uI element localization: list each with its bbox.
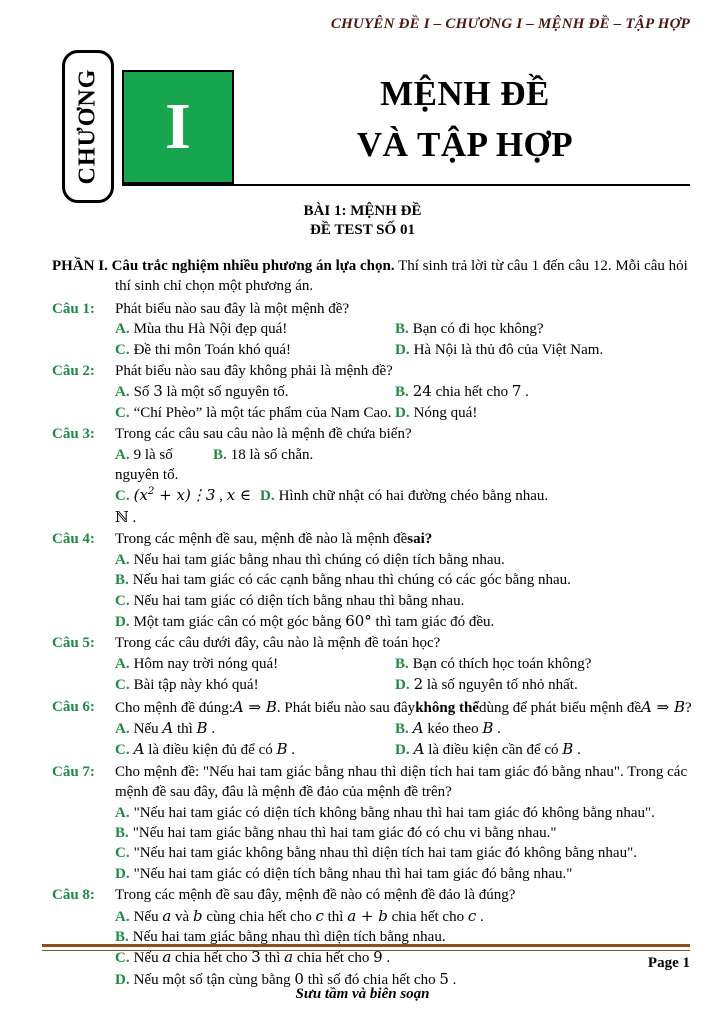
subtitle-block [0, 202, 725, 240]
question-label: Câu 3: [52, 426, 95, 443]
option-letter: C. [115, 677, 130, 694]
option-letter: A. [115, 655, 130, 672]
test-subtitle: ĐỀ TEST SỐ 01 [310, 222, 415, 238]
option-text: 18 là số chẵn. [230, 446, 314, 463]
option-letter: C. [115, 845, 130, 862]
option-text: Hình chữ nhật có hai đường chéo bằng nhau. [278, 488, 549, 505]
lesson-subtitle: BÀI 1: MỆNH ĐỀ [303, 203, 422, 219]
question-prompt: Cho mệnh đề đúng: A ⇒ B . Phát biểu nào sau đây không thể dùng để phát biểu mệnh đề A ⇒ B ? [115, 697, 692, 716]
question-3 [52, 424, 692, 528]
option-7d [115, 864, 572, 884]
question-prompt: Trong các câu dưới đây, câu nào là mệnh đề toán học? [115, 635, 441, 652]
option-3d [260, 486, 548, 506]
option-text: Bài tập này khó quá! [133, 677, 259, 694]
question-prompt: Phát biểu nào sau đây là một mệnh đề? [115, 300, 350, 317]
title-divider [124, 184, 690, 186]
option-text: Nóng quá! [413, 404, 478, 421]
option-4b [115, 570, 571, 590]
option-letter: D. [115, 971, 130, 988]
chapter-box [62, 50, 114, 203]
option-3a [115, 445, 213, 486]
option-text: A là điều kiện cần để có B . [413, 740, 581, 759]
option-text: Nếu hai tam giác có các cạnh bằng nhau thì chúng có các góc bằng nhau. [132, 572, 571, 589]
question-8 [52, 885, 692, 990]
question-1 [52, 299, 692, 360]
option-text: Nếu a chia hết cho 3 thì a chia hết cho 9 . [133, 948, 391, 967]
page-title-line2: VÀ TẬP HỢP [356, 125, 574, 164]
option-letter: D. [395, 742, 410, 759]
page-number: Page 1 [647, 955, 690, 971]
option-text: ($x^2$ + x)⋮3 , x ∈ ℕ . [115, 486, 251, 526]
question-label: Câu 7: [52, 763, 95, 780]
option-text: Nếu a và b cùng chia hết cho c thì a + b chia hết cho c . [133, 906, 484, 925]
option-letter: C. [115, 950, 130, 967]
option-6a [115, 718, 395, 739]
option-letter: B. [115, 572, 129, 589]
question-prompt: Trong các mệnh đề sau đây, mệnh đề nào có mệnh đề đảo là đúng? [115, 887, 516, 904]
option-text: Đề thi môn Toán khó quá! [133, 341, 291, 358]
option-4a [115, 550, 505, 570]
option-letter: D. [395, 341, 410, 358]
option-3c [115, 485, 260, 528]
question-7 [52, 762, 692, 884]
option-text: Nếu hai tam giác bằng nhau thì chúng có diện tích bằng nhau. [133, 551, 505, 568]
option-text: Bạn có đi học không? [412, 321, 544, 338]
option-text: 2 là số nguyên tố nhỏ nhất. [413, 675, 578, 694]
option-letter: A. [115, 551, 130, 568]
page-title [240, 68, 690, 170]
question-label: Câu 2: [52, 363, 95, 380]
option-text: "Nếu hai tam giác có diện tích không bằng nhau thì hai tam giác đó không bằng nhau". [133, 804, 655, 821]
running-header: CHUYÊN ĐỀ I – CHƯƠNG I – MỆNH ĐỀ – TẬP HỢP [330, 16, 690, 32]
option-letter: A. [115, 720, 130, 737]
option-7c [115, 843, 637, 863]
option-letter: D. [395, 404, 410, 421]
question-label: Câu 6: [52, 698, 95, 715]
option-text: "Nếu hai tam giác có diện tích bằng nhau thì hai tam giác đó bằng nhau." [133, 865, 573, 882]
option-letter: C. [115, 742, 130, 759]
option-3b [213, 445, 313, 465]
question-label: Câu 8: [52, 887, 95, 904]
option-letter: C. [115, 488, 130, 505]
question-prompt: Cho mệnh đề: "Nếu hai tam giác bằng nhau thì diện tích hai tam giác đó bằng nhau". Trong các mệnh đề sau đây, đâu là mệnh đề đảo của mệnh đề trên? [115, 763, 688, 801]
question-content [52, 256, 692, 991]
option-1b [395, 319, 544, 339]
option-letter: A. [115, 321, 130, 338]
option-text: "Nếu hai tam giác không bằng nhau thì diện tích hai tam giác đó không bằng nhau". [133, 845, 637, 862]
option-letter: A. [115, 384, 130, 401]
question-2 [52, 361, 692, 423]
option-text: Nếu A thì B . [133, 718, 216, 737]
option-text: Nếu một số tận cùng bằng 0 thì số đó chia hết cho 5 . [133, 969, 457, 988]
option-2a [115, 381, 395, 402]
option-letter: C. [115, 341, 130, 358]
footer-divider [42, 944, 690, 951]
question-label: Câu 1: [52, 300, 95, 317]
section-intro: PHẦN I. Câu trắc nghiệm nhiều phương án lựa chọn. Thí sinh trả lời từ câu 1 đến câu 12. Mỗi câu hỏi thí sinh chỉ chọn một phương án. [52, 258, 688, 295]
option-letter: B. [395, 321, 409, 338]
page-title-line1: MỆNH ĐỀ [380, 74, 550, 113]
option-letter: B. [115, 929, 129, 945]
option-7a [115, 803, 655, 823]
option-6c [115, 739, 395, 760]
option-letter: D. [260, 488, 275, 505]
question-prompt: Trong các mệnh đề sau, mệnh đề nào là mệnh đề sai? [115, 531, 433, 548]
option-8a [115, 906, 484, 927]
option-text: "Nếu hai tam giác bằng nhau thì hai tam giác đó có chu vi bằng nhau." [132, 824, 557, 841]
option-5c [115, 675, 395, 695]
option-1d [395, 340, 603, 360]
option-letter: B. [395, 655, 409, 672]
question-6 [52, 697, 692, 761]
option-text: Một tam giác cân có một góc bằng 60° thì tam giác đó đều. [133, 611, 495, 630]
option-letter: D. [115, 613, 130, 630]
chapter-number-box [122, 70, 234, 186]
option-text: 24 chia hết cho 7 . [412, 382, 529, 401]
option-2b [395, 381, 529, 402]
question-4 [52, 529, 692, 632]
chapter-numeral: I [165, 90, 191, 163]
option-2c [115, 403, 395, 423]
chapter-word: CHƯƠNG [74, 68, 101, 185]
option-text: Số 3 là một số nguyên tố. [133, 382, 289, 401]
option-letter: B. [395, 384, 409, 401]
question-label: Câu 4: [52, 531, 95, 548]
option-text: “Chí Phèo” là một tác phẩm của Nam Cao. [133, 404, 392, 421]
option-text: Hôm nay trời nóng quá! [133, 655, 279, 672]
option-text: 9 là số nguyên tố. [115, 446, 179, 484]
option-4d [115, 611, 494, 632]
option-1c [115, 340, 395, 360]
option-letter: B. [395, 720, 409, 737]
option-6b [395, 718, 501, 739]
question-label: Câu 5: [52, 635, 95, 652]
option-1a [115, 319, 395, 339]
option-5d [395, 674, 578, 695]
option-letter: A. [115, 908, 130, 925]
question-prompt: Phát biểu nào sau đây không phải là mệnh đề? [115, 363, 393, 380]
option-letter: C. [115, 404, 130, 421]
option-letter: B. [213, 446, 227, 463]
footer-note: Sưu tầm và biên soạn [295, 986, 430, 1002]
option-letter: A. [115, 446, 130, 463]
option-text: Hà Nội là thủ đô của Việt Nam. [413, 341, 604, 358]
option-5b [395, 654, 591, 674]
option-letter: B. [115, 824, 129, 841]
option-text: Nếu hai tam giác có diện tích bằng nhau thì bằng nhau. [133, 592, 465, 609]
option-4c [115, 591, 464, 611]
option-6d [395, 739, 581, 760]
option-letter: C. [115, 592, 130, 609]
option-5a [115, 654, 395, 674]
option-letter: D. [395, 677, 410, 694]
option-7b [115, 823, 557, 843]
question-5 [52, 633, 692, 695]
option-text: A là điều kiện đủ để có B . [133, 740, 296, 759]
option-letter: A. [115, 804, 130, 821]
question-prompt: Trong các câu sau câu nào là mệnh đề chứa biến? [115, 426, 412, 443]
option-text: Nếu hai tam giác bằng nhau thì diện tích bằng nhau. [132, 929, 446, 945]
option-text: Bạn có thích học toán không? [412, 655, 592, 672]
option-text: A kéo theo B . [412, 718, 501, 737]
option-letter: D. [115, 865, 130, 882]
option-text: Mùa thu Hà Nội đẹp quá! [133, 321, 288, 338]
option-2d [395, 403, 477, 423]
